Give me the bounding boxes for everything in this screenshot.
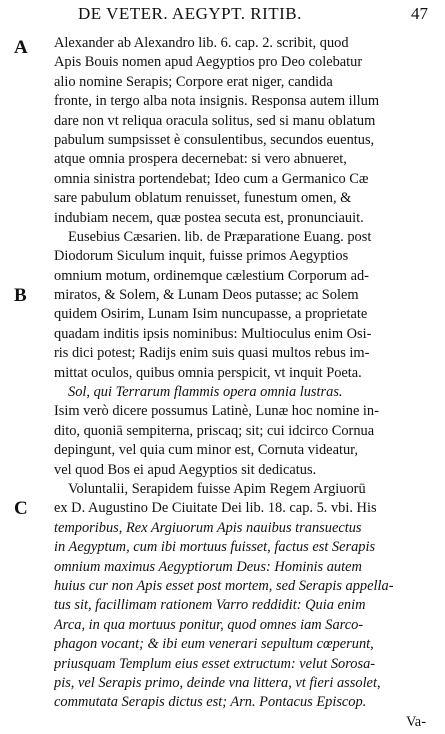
margin-marker-c: C — [14, 498, 28, 519]
text-line: alio nomine Serapis; Corpore erat niger, candida — [54, 73, 333, 90]
text-line: Isim verò dicere possumus Latinè, Lunæ hoc nomine in- — [54, 403, 379, 420]
quoted-line: in Aegyptum, cum ibi mortuus fuisset, factus est Serapis — [54, 539, 376, 556]
quoted-line: omnium maximus Aegyptiorum Deus: Hominis autem — [54, 558, 362, 575]
margin-marker-b: B — [14, 285, 27, 306]
text-line: Alexander ab Alexandro lib. 6. cap. 2. scribit, quod — [54, 35, 349, 51]
margin-marker-a: A — [14, 37, 28, 58]
running-head: DE VETER. AEGYPT. RITIB. — [78, 4, 302, 23]
text-line: mittat oculos, quibus omnia perspicit, vt inquit Poeta. — [54, 364, 362, 381]
text-line: dare non vt reliqua oracula solitus, sed si manu oblatum — [54, 112, 376, 129]
text-line: ex D. Augustino De Ciuitate Dei lib. 18. cap. 5. vbi. His — [54, 500, 377, 517]
text-line: indubiam necem, quæ postea secuta est, pronunciauit. — [54, 209, 364, 226]
quoted-line: tus sit, facillimam rationem Varro reddidit: Quia enim — [54, 597, 366, 614]
text-line: vel quod Bos ei apud Aegyptios sit dedicatus. — [54, 461, 317, 478]
text-line: quidem Osirim, Lunam Isim nuncupasse, a proprietate — [54, 306, 368, 323]
text-line: dito, quoniā sempiterna, priscaq; sit; cui idcirco Cornua — [54, 422, 375, 439]
text-line: Apis Bouis nomen apud Aegyptios pro Deo colebatur — [54, 54, 363, 71]
quoted-line: huius cur non Apis esset post mortem, sed Serapis appella- — [54, 577, 394, 594]
quoted-line: Arca, in qua mortuus ponitur, quod omnes iam Sarco- — [54, 616, 364, 633]
text-line: Eusebius Cæsarien. lib. de Præparatione Euang. post — [68, 228, 372, 245]
quoted-verse: Sol, qui Terrarum flammis opera omnia lustras. — [68, 384, 343, 401]
text-line: omnia sinistra portendebat; Ideo cum a Germanico Cæ — [54, 170, 369, 187]
quoted-line: phagon vocant; & ibi eum venerari sepultum cœperunt, — [54, 636, 374, 653]
text-line: atque omnia prospera decernebat: si vero abnueret, — [54, 151, 347, 168]
quoted-line: commutata Serapis dictus est; Arn. Pontacus Episcop. — [54, 694, 367, 711]
text-line: fronte, in tergo alba nota insignis. Responsa autem illum — [54, 93, 380, 110]
page-header — [78, 4, 428, 30]
text-line: quadam inditis ipsis nominibus: Multioculus enim Osi- — [54, 325, 372, 342]
quoted-line: priusquam Templum eius esset extructum: velut Sorosa- — [54, 655, 376, 672]
body-text — [54, 34, 432, 732]
quoted-line: pis, vel Serapis primo, deinde vna littera, vt fieri assolet, — [54, 674, 381, 691]
text-line: omnium motum, ordinemque cælestium Corporum ad- — [54, 267, 369, 284]
text-line: Voluntalii, Serapidem fuisse Apim Regem Argiuorū — [68, 480, 366, 497]
page-number: 47 — [411, 4, 428, 23]
text-line: Diodorum Siculum inquit, fuisse primos Aegyptios — [54, 248, 349, 265]
text-line: pabulum sumpsisset è consulentibus, secundos euentus, — [54, 131, 375, 148]
text-line: miratos, & Solem, & Lunam Deos putasse; ac Solem — [54, 287, 359, 304]
quoted-line: temporibus, Rex Argiuorum Apis nauibus transuectus — [54, 519, 362, 536]
text-line: ris dici potest; Radijs enim suis quasi multos rebus im- — [54, 345, 370, 362]
text-line: depingunt, vel quia cum minor est, Cornuta videatur, — [54, 442, 358, 459]
text-line: sare pabulum oblatum renuisset, funestum omen, & — [54, 190, 352, 207]
catchword: Va- — [406, 713, 426, 730]
